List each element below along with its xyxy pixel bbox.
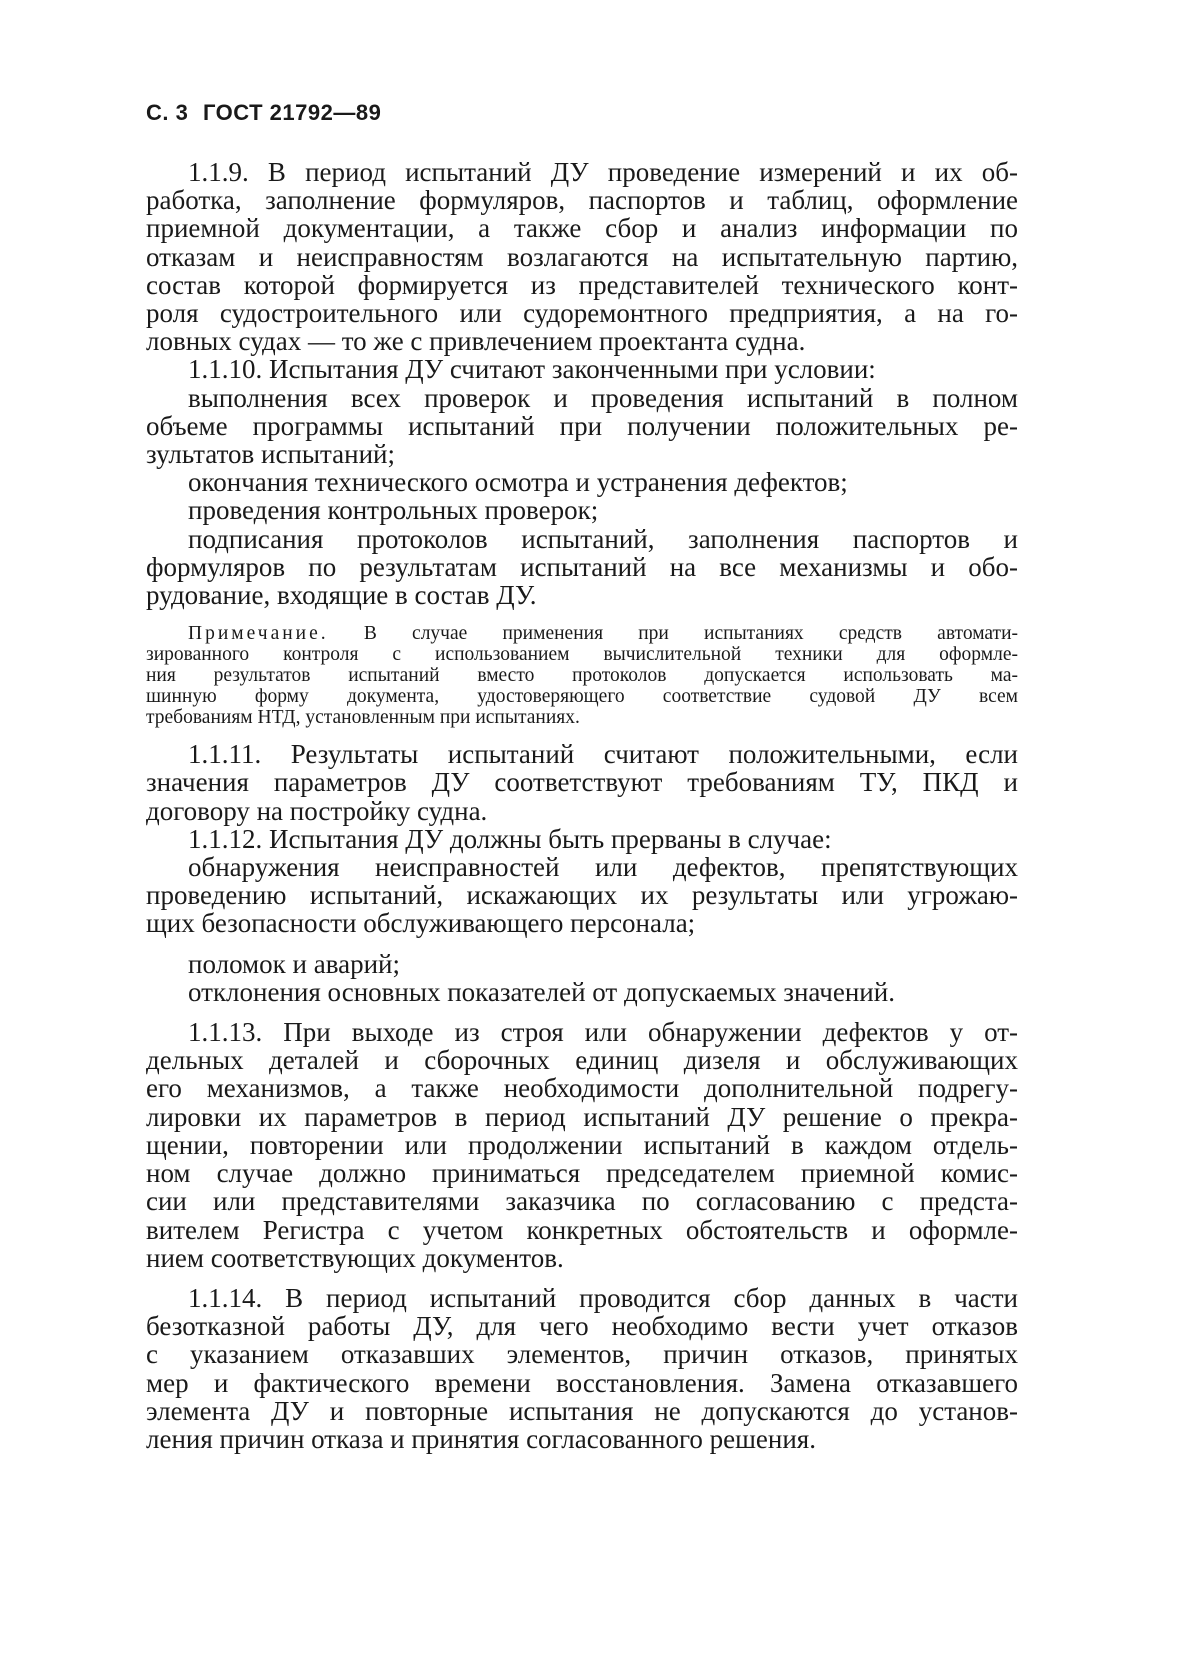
text-line: отказам и неисправностям возлагаются на испытательную партию, [146,241,1018,272]
text-line: с указанием отказавших элементов, причин отказов, принятых [146,1339,1018,1370]
text-line: 1.1.13. При выходе из строя или обнаружении дефектов у от- [188,1017,1018,1048]
text-line: его механизмов, а также необходимости дополнительной подрегу- [146,1073,1018,1104]
note-text: ния результатов испытаний вместо протоколов допускается использовать ма- [146,665,1018,687]
text-line: ном случае должно приниматься председателем приемной комис- [146,1158,1018,1189]
text-line: значения параметров ДУ соответствуют требованиям ТУ, ПКД и [146,767,1018,798]
note-text: зированного контроля с использованием вычислительной техники для оформле- [146,644,1018,666]
note-text: требованиям НТД, установленным при испытаниях. [146,707,580,729]
note-block [146,623,1018,728]
text-line: состав которой формируется из представителей технического конт- [146,269,1018,300]
paragraph-spacer [146,938,1018,950]
paragraph [146,468,1018,496]
paragraph [146,740,1018,825]
text-line: щих безопасности обслуживающего персонала; [146,908,696,939]
text-line: отклонения основных показателей от допускаемых значений. [188,976,895,1007]
paragraph [146,950,1018,978]
text-line: обнаружения неисправностей или дефектов, препятствующих [188,852,1018,883]
standard-code: ГОСТ 21792—89 [202,100,382,125]
text-line: щении, повторении или продолжении испытаний в каждом отдель- [146,1129,1018,1160]
note-label: Примечание. [188,623,329,645]
paragraph [146,384,1018,469]
text-line: объеме программы испытаний при получении положительных ре- [146,410,1018,441]
text-line: безотказной работы ДУ, для чего необходимо вести учет отказов [146,1311,1018,1342]
note-line [146,644,1018,665]
text-line: окончания технического осмотра и устранения дефектов; [188,467,848,498]
text-line: сии или представителями заказчика по согласованию с предста- [146,1186,1018,1217]
paragraph [146,158,1018,355]
text-line: роля судостроительного или судоремонтного предприятия, а на го- [146,298,1018,329]
text-line: элемента ДУ и повторные испытания не допускаются до установ- [146,1395,1018,1426]
note-line [146,665,1018,686]
text-line: договору на постройку судна. [146,795,488,826]
paragraph [146,525,1018,610]
paragraph [146,978,1018,1006]
text-line: проведения контрольных проверок; [188,495,599,526]
paragraph [146,496,1018,524]
text-line: 1.1.11. Результаты испытаний считают положительными, если [188,739,1018,770]
text-line: 1.1.14. В период испытаний проводится сбор данных в части [188,1282,1018,1313]
text-line: рудование, входящие в состав ДУ. [146,580,537,611]
text-line: ления причин отказа и принятия согласованного решения. [146,1423,816,1454]
document-body [146,158,1018,1453]
text-line: выполнения всех проверок и проведения испытаний в полном [188,382,1018,413]
text-line: дельных деталей и сборочных единиц дизеля и обслуживающих [146,1045,1018,1076]
text-line: подписания протоколов испытаний, заполнения паспортов и [188,523,1018,554]
text-line: 1.1.10. Испытания ДУ считают законченными при условии: [188,354,876,385]
text-line: проведению испытаний, искажающих их результаты или угрожаю- [146,880,1018,911]
text-line: мер и фактического времени восстановления. Замена отказавшего [146,1367,1018,1398]
text-line: вителем Регистра с учетом конкретных обстоятельств и оформле- [146,1214,1018,1245]
text-line: 1.1.9. В период испытаний ДУ проведение измерений и их об- [188,157,1018,187]
page-header [146,100,389,126]
note-text: шинную форму документа, удостоверяющего соответствие судовой ДУ всем [146,686,1018,708]
paragraph [146,1018,1018,1272]
text-line: зультатов испытаний; [146,439,396,470]
page-number: С. 3 [146,100,189,125]
note-text: В случае применения при испытаниях средств автомати- [363,623,1019,645]
paragraph [146,853,1018,938]
text-line: лировки их параметров в период испытаний ДУ решение о прекра- [146,1101,1018,1132]
note-line [146,623,1018,644]
text-line: ловных судах — то же с привлечением проектанта судна. [146,326,806,357]
text-line: приемной документации, а также сбор и анализ информации по [146,213,1018,244]
paragraph [146,355,1018,383]
paragraph [146,825,1018,853]
text-line: работка, заполнение формуляров, паспортов и таблиц, оформление [146,185,1018,216]
note-line [146,707,1018,728]
note-line [146,686,1018,707]
text-line: 1.1.12. Испытания ДУ должны быть прерваны в случае: [188,823,832,854]
paragraph [146,1284,1018,1453]
text-line: нием соответствующих документов. [146,1242,564,1273]
text-line: поломок и аварий; [188,948,400,979]
text-line: формуляров по результатам испытаний на все механизмы и обо- [146,551,1018,582]
